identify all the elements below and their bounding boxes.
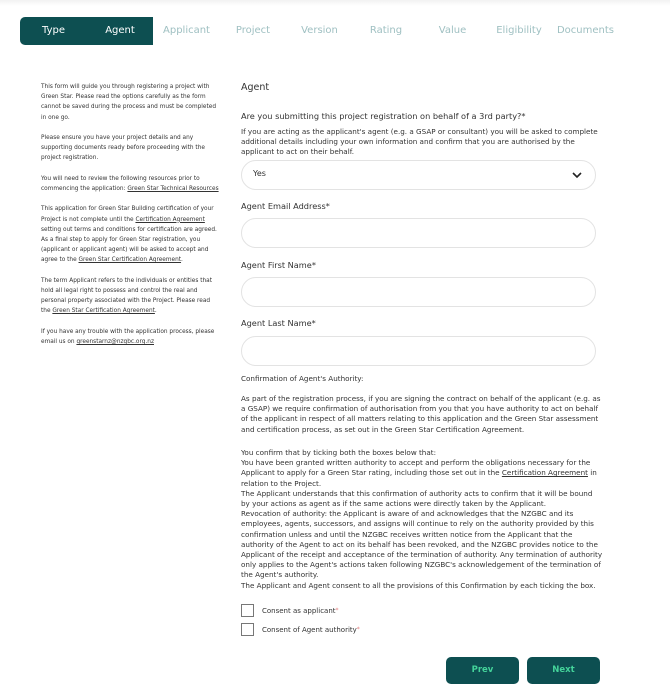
consent-applicant-text: Consent as applicant (262, 606, 336, 615)
consent-applicant-row[interactable] (241, 604, 339, 617)
step-project[interactable]: Project (235, 25, 271, 36)
confirmation-item-4: The Applicant and Agent consent to all the provisions of this Confirmation by each ticking the box. (241, 580, 596, 590)
resources-paragraph (41, 174, 221, 194)
applicant-term-text: The term Applicant refers to the individuals or entities that hold all legal right to possess and control the real and personal property associated with the Project. Please read the (41, 277, 212, 315)
step-value[interactable]: Value (438, 25, 467, 36)
certification-text-a: This application for Green Star Building certification of your Project is not complete until the (41, 206, 214, 223)
technical-resources-link[interactable]: Green Star Technical Resources (127, 186, 219, 192)
step-applicant[interactable]: Applicant (163, 25, 210, 36)
project-details-paragraph: Please ensure you have your project details and any supporting documents ready before proceeding with the project registration. (41, 135, 205, 162)
last-name-label: Agent Last Name* (241, 318, 316, 328)
consent-agent-checkbox[interactable] (241, 623, 254, 636)
certification-text-b: setting out terms and conditions for certification are agreed. As a final step to apply for Green Star registration, you (applicant or applicant agent) will be asked to accept and agree to the (41, 226, 217, 264)
green-star-certification-agreement-link-2[interactable]: Green Star Certification Agreement (52, 308, 155, 315)
confirmation-item-2: The Applicant understands that this confirmation of authority acts to confirm that it will be bound by your actions as agent as if the same actions were directly taken by the Applicant. (241, 488, 593, 509)
resources-text: You will need to review the following resources prior to commencing the application: (41, 175, 200, 192)
email-field-wrapper (241, 218, 596, 248)
intro-paragraph: This form will guide you through registering a project with Green Star. Please read the options carefully as the form cannot be saved during the process and must be completed in one go. (41, 84, 216, 121)
last-name-field-wrapper (241, 336, 596, 366)
agent-last-name-input[interactable] (242, 337, 595, 365)
select-value: Yes (253, 169, 266, 178)
confirmation-item-1 (241, 458, 603, 489)
confirmation-paragraph: As part of the registration process, if you are signing the contract on behalf of the applicant (e.g. as a GSAP) we require confirmation of authorisation from you that you have authority to act on behalf of the applicant in respect of all matters relating to this application and the Green Star assessment and certification process, as set out in the Green Star Certification Agreement. (241, 394, 601, 434)
confirmation-intro: You confirm that by ticking both the boxes below that: (241, 448, 437, 457)
agent-email-input[interactable] (242, 219, 595, 247)
contact-text: If you have any trouble with the application process, please email us on (41, 328, 215, 345)
first-name-field-wrapper (241, 277, 596, 307)
first-name-label: Agent First Name* (241, 260, 316, 270)
step-type[interactable]: Type (42, 25, 65, 36)
step-agent[interactable]: Agent (105, 25, 135, 36)
sidebar-info (41, 82, 221, 357)
confirmation-list (241, 448, 603, 591)
step-version[interactable]: Version (301, 25, 338, 36)
certification-paragraph (41, 204, 221, 265)
step-rating[interactable]: Rating (369, 25, 403, 36)
third-party-question: Are you submitting this project registration on behalf of a 3rd party?* (241, 111, 526, 121)
applicant-term-paragraph (41, 276, 221, 317)
agent-first-name-input[interactable] (242, 278, 595, 306)
next-button[interactable]: Next (527, 657, 600, 684)
email-label: Agent Email Address* (241, 201, 330, 211)
certification-agreement-link[interactable]: Certification Agreement (135, 216, 205, 223)
consent-agent-label (262, 626, 360, 634)
confirmation-title: Confirmation of Agent's Authority: (241, 374, 364, 383)
certification-text-c: . (181, 257, 183, 264)
confirmation-item-3: Revocation of authority: the Applicant is aware of and acknowledges that the NZGBC and its employees, agents, successors, and assigns will continue to rely on the authority provided by this confirmation unless and until the NZGBC receives written notice from the Applicant that the authority of the Agent to act on its behalf has been revoked, and the NZGBC provides notice to the Applicant of the receipt and acceptance of the termination of authority. Any termination of authority only applies to the Agent's actions taken following NZGBC's acknowledgement of the termination of the Agent's authority. (241, 509, 603, 580)
confirmation-item-1-text: You have been granted written authority to accept and perform the obligations necessary for the Applicant to apply for a Green Star rating, including those set out in the (241, 458, 591, 478)
required-mark: * (356, 625, 360, 633)
contact-paragraph (41, 327, 221, 347)
chevron-down-icon (571, 170, 583, 180)
prev-button[interactable]: Prev (446, 657, 519, 684)
step-eligibility[interactable]: Eligibility (496, 25, 542, 36)
applicant-term-end: . (154, 308, 157, 315)
green-star-certification-agreement-link[interactable]: Green Star Certification Agreement (78, 257, 182, 264)
email-link[interactable]: greenstarnz@nzgbc.org.nz (76, 339, 154, 345)
required-mark: * (335, 606, 339, 614)
consent-applicant-checkbox[interactable] (241, 604, 254, 617)
confirmation-item-1-end: in relation to the Project. (241, 468, 597, 488)
step-documents[interactable]: Documents (556, 25, 615, 36)
top-bar-shadow (0, 0, 670, 6)
consent-agent-text: Consent of Agent authority (262, 625, 357, 634)
consent-agent-row[interactable] (241, 623, 360, 636)
section-title: Agent (241, 82, 270, 93)
certification-agreement-link-main[interactable]: Certification Agreement (501, 468, 588, 478)
third-party-select[interactable] (241, 160, 596, 190)
third-party-hint: If you are acting as the applicant's agent (e.g. a GSAP or consultant) you will be asked to complete additional details including your own information and confirm that you are authorised by the applicant to act on their behalf. (241, 127, 598, 157)
consent-applicant-label (262, 607, 339, 615)
